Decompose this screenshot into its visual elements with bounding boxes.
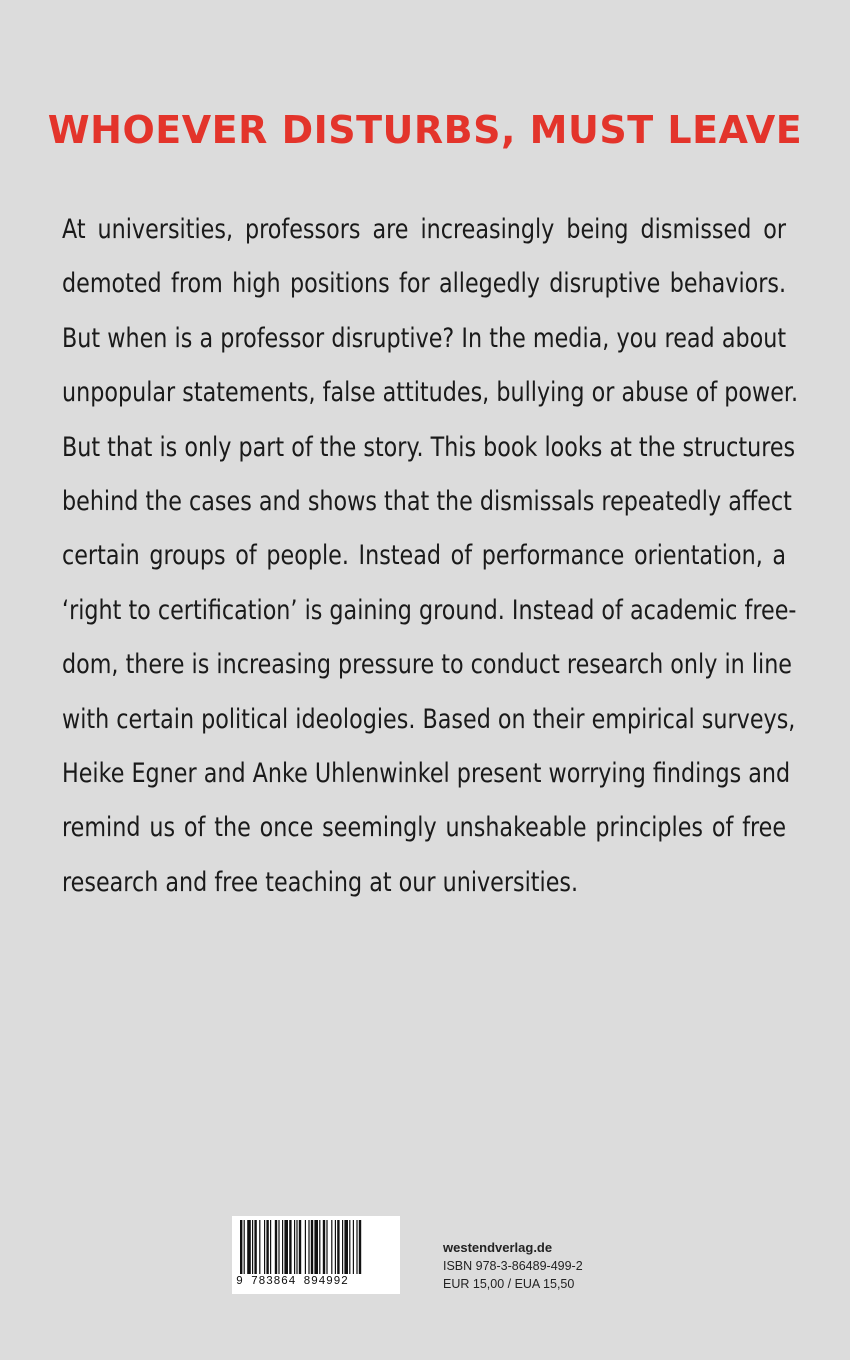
barcode-bar bbox=[266, 1220, 268, 1274]
barcode bbox=[232, 1216, 400, 1294]
barcode-bar bbox=[252, 1220, 253, 1274]
blurb-line: Heike Egner and Anke Uhlenwinkel present worrying findings and bbox=[62, 757, 791, 789]
blurb-text bbox=[62, 203, 799, 910]
price-text: EUR 15,00 / EUA 15,50 bbox=[443, 1277, 575, 1291]
barcode-bar bbox=[323, 1220, 325, 1274]
blurb-line: research and free teaching at our universities. bbox=[62, 866, 579, 898]
isbn-text: ISBN 978-3-86489-499-2 bbox=[443, 1259, 583, 1273]
barcode-bar bbox=[278, 1220, 279, 1274]
barcode-bar bbox=[270, 1220, 271, 1274]
barcode-bar bbox=[247, 1220, 251, 1274]
barcode-bar bbox=[282, 1220, 283, 1274]
barcode-bar bbox=[359, 1220, 361, 1274]
barcode-bar bbox=[299, 1220, 301, 1274]
barcode-bar bbox=[296, 1220, 297, 1274]
cover-title: WHOEVER DISTURBS, MUST LEAVE bbox=[47, 108, 803, 152]
blurb-line: dom, there is increasing pressure to conduct research only in line bbox=[62, 649, 793, 681]
barcode-bar bbox=[344, 1220, 348, 1274]
barcode-bar bbox=[319, 1220, 320, 1274]
blurb-line: remind us of the once seemingly unshakeable principles of free bbox=[62, 812, 787, 844]
barcode-bar bbox=[275, 1220, 277, 1274]
barcode-bar bbox=[337, 1220, 339, 1274]
barcode-bar bbox=[305, 1220, 306, 1274]
barcode-bars bbox=[232, 1216, 400, 1276]
barcode-digits: 9 783864 894992 bbox=[236, 1275, 349, 1288]
barcode-bar bbox=[294, 1220, 295, 1274]
barcode-bar bbox=[353, 1220, 354, 1274]
blurb-line: behind the cases and shows that the dismissals repeatedly affect bbox=[62, 485, 792, 517]
blurb-line: certain groups of people. Instead of performance orientation, a bbox=[62, 540, 787, 572]
blurb-line: ‘right to certification’ is gaining ground. Instead of academic free- bbox=[62, 594, 797, 626]
barcode-bar bbox=[289, 1220, 291, 1274]
barcode-bar bbox=[326, 1220, 327, 1274]
barcode-bar bbox=[244, 1220, 245, 1274]
barcode-bar bbox=[240, 1220, 242, 1274]
blurb-line: demoted from high positions for allegedly disruptive behaviors. bbox=[62, 268, 787, 300]
barcode-bar bbox=[284, 1220, 288, 1274]
barcode-bar bbox=[264, 1220, 265, 1274]
barcode-bar bbox=[342, 1220, 343, 1274]
blurb-line: with certain political ideologies. Based on their empirical surveys, bbox=[62, 703, 796, 735]
barcode-bar bbox=[356, 1220, 357, 1274]
barcode-bar bbox=[314, 1220, 318, 1274]
barcode-bar bbox=[349, 1220, 350, 1274]
blurb-line: But when is a professor disruptive? In the media, you read about bbox=[62, 322, 787, 354]
barcode-bar bbox=[259, 1220, 260, 1274]
barcode-bar bbox=[335, 1220, 336, 1274]
barcode-bar bbox=[331, 1220, 332, 1274]
barcode-bar bbox=[311, 1220, 313, 1274]
blurb-line: At universities, professors are increasingly being dismissed or bbox=[62, 214, 787, 245]
publisher-website[interactable]: westendverlag.de bbox=[443, 1240, 553, 1255]
barcode-bar bbox=[254, 1220, 256, 1274]
barcode-bar bbox=[308, 1220, 309, 1274]
publisher-info bbox=[443, 1239, 583, 1293]
blurb-line: But that is only part of the story. This book looks at the structures bbox=[62, 431, 796, 463]
blurb-line: unpopular statements, false attitudes, bullying or abuse of power. bbox=[62, 377, 799, 409]
